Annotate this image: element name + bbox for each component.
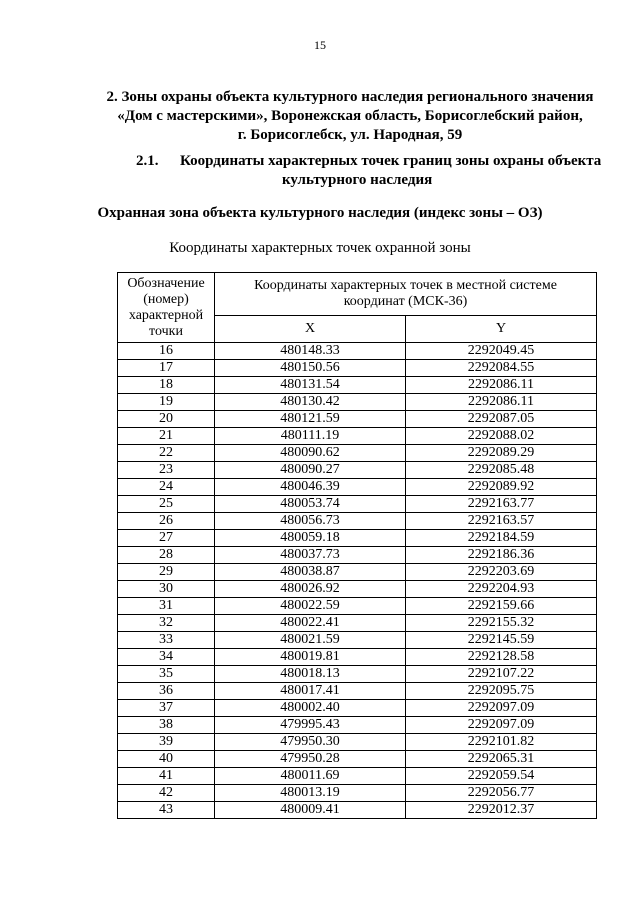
y-coordinate-cell: 2292097.09 [406,717,597,734]
y-coordinate-cell: 2292097.09 [406,700,597,717]
x-coordinate-cell: 480026.92 [215,581,406,598]
point-number-cell: 42 [118,785,215,802]
subsection-title-line-2: культурного наследия [282,172,433,188]
point-number-cell: 30 [118,581,215,598]
x-coordinate-cell: 480046.39 [215,479,406,496]
x-coordinate-cell: 480090.27 [215,462,406,479]
y-column-header: Y [406,316,597,343]
x-coordinate-cell: 480059.18 [215,530,406,547]
table-row [118,428,597,445]
table-row [118,496,597,513]
point-number-cell: 23 [118,462,215,479]
point-number-cell: 35 [118,666,215,683]
y-coordinate-cell: 2292065.31 [406,751,597,768]
header-line: Обозначение [127,276,205,291]
table-row [118,462,597,479]
point-number-cell: 17 [118,360,215,377]
y-coordinate-cell: 2292088.02 [406,428,597,445]
point-number-cell: 39 [118,734,215,751]
y-coordinate-cell: 2292085.48 [406,462,597,479]
table-row [118,785,597,802]
point-number-cell: 34 [118,649,215,666]
y-coordinate-cell: 2292155.32 [406,615,597,632]
y-coordinate-cell: 2292145.59 [406,632,597,649]
point-number-cell: 33 [118,632,215,649]
y-coordinate-cell: 2292012.37 [406,802,597,819]
point-number-cell: 37 [118,700,215,717]
table-row [118,394,597,411]
x-coordinate-cell: 480130.42 [215,394,406,411]
y-coordinate-cell: 2292101.82 [406,734,597,751]
y-coordinate-cell: 2292087.05 [406,411,597,428]
header-line: (номер) [143,292,189,307]
table-caption: Координаты характерных точек охранной зоны [169,240,471,256]
x-coordinate-cell: 479950.30 [215,734,406,751]
x-column-header: X [215,316,406,343]
x-coordinate-cell: 480037.73 [215,547,406,564]
y-coordinate-cell: 2292186.36 [406,547,597,564]
point-number-cell: 40 [118,751,215,768]
x-coordinate-cell: 479995.43 [215,717,406,734]
section-heading-line: г. Борисоглебск, ул. Народная, 59 [237,127,463,143]
table-row [118,683,597,700]
point-number-cell: 28 [118,547,215,564]
point-number-cell: 20 [118,411,215,428]
y-coordinate-cell: 2292203.69 [406,564,597,581]
y-coordinate-cell: 2292059.54 [406,768,597,785]
table-row [118,479,597,496]
table-row [118,445,597,462]
y-coordinate-cell: 2292089.92 [406,479,597,496]
header-line: Координаты характерных точек в местной системе [254,278,557,293]
point-number-header [118,273,215,343]
y-coordinate-cell: 2292107.22 [406,666,597,683]
y-coordinate-cell: 2292204.93 [406,581,597,598]
y-coordinate-cell: 2292159.66 [406,598,597,615]
point-number-cell: 22 [118,445,215,462]
point-number-cell: 29 [118,564,215,581]
section-heading-line: 2. Зоны охраны объекта культурного наследия регионального значения [106,89,594,105]
point-number-cell: 25 [118,496,215,513]
x-coordinate-cell: 480009.41 [215,802,406,819]
header-line: характерной [128,308,204,323]
point-number-cell: 41 [118,768,215,785]
table-row [118,632,597,649]
x-coordinate-cell: 479950.28 [215,751,406,768]
table-row [118,581,597,598]
section-heading-line: «Дом с мастерскими», Воронежская область, Борисоглебский район, [117,108,583,124]
coordinates-table [117,272,597,819]
table-row [118,564,597,581]
x-coordinate-cell: 480038.87 [215,564,406,581]
subsection-number: 2.1. [136,153,159,169]
y-coordinate-cell: 2292163.77 [406,496,597,513]
table-row [118,802,597,819]
table-row [118,530,597,547]
section-heading-2 [90,88,610,145]
x-coordinate-cell: 480150.56 [215,360,406,377]
y-coordinate-cell: 2292056.77 [406,785,597,802]
table-row [118,343,597,360]
point-number-cell: 32 [118,615,215,632]
y-coordinate-cell: 2292049.45 [406,343,597,360]
table-row [118,547,597,564]
y-coordinate-cell: 2292086.11 [406,394,597,411]
y-coordinate-cell: 2292089.29 [406,445,597,462]
table-row [118,649,597,666]
y-coordinate-cell: 2292184.59 [406,530,597,547]
point-number-cell: 16 [118,343,215,360]
table-row [118,377,597,394]
x-coordinate-cell: 480022.59 [215,598,406,615]
table-row [118,734,597,751]
x-coordinate-cell: 480053.74 [215,496,406,513]
y-coordinate-cell: 2292084.55 [406,360,597,377]
point-number-cell: 43 [118,802,215,819]
point-number-cell: 36 [118,683,215,700]
x-coordinate-cell: 480111.19 [215,428,406,445]
header-line: точки [149,324,183,339]
y-coordinate-cell: 2292086.11 [406,377,597,394]
x-coordinate-cell: 480019.81 [215,649,406,666]
x-coordinate-cell: 480056.73 [215,513,406,530]
x-coordinate-cell: 480018.13 [215,666,406,683]
x-coordinate-cell: 480021.59 [215,632,406,649]
point-number-cell: 19 [118,394,215,411]
point-number-cell: 38 [118,717,215,734]
x-coordinate-cell: 480148.33 [215,343,406,360]
point-number-cell: 27 [118,530,215,547]
table-row [118,360,597,377]
table-row [118,411,597,428]
header-line: координат (МСК-36) [343,294,468,309]
table-row [118,666,597,683]
x-coordinate-cell: 480022.41 [215,615,406,632]
zone-title: Охранная зона объекта культурного наследия (индекс зоны – ОЗ) [97,205,543,221]
point-number-cell: 18 [118,377,215,394]
page-number: 15 [314,38,326,52]
table-row [118,768,597,785]
table-row [118,700,597,717]
x-coordinate-cell: 480131.54 [215,377,406,394]
coordinates-header [215,273,597,316]
table-row [118,513,597,530]
x-coordinate-cell: 480121.59 [215,411,406,428]
y-coordinate-cell: 2292128.58 [406,649,597,666]
x-coordinate-cell: 480011.69 [215,768,406,785]
y-coordinate-cell: 2292163.57 [406,513,597,530]
table-row [118,717,597,734]
y-coordinate-cell: 2292095.75 [406,683,597,700]
point-number-cell: 24 [118,479,215,496]
table-row [118,615,597,632]
x-coordinate-cell: 480090.62 [215,445,406,462]
point-number-cell: 31 [118,598,215,615]
point-number-cell: 21 [118,428,215,445]
point-number-cell: 26 [118,513,215,530]
table-row [118,751,597,768]
x-coordinate-cell: 480017.41 [215,683,406,700]
subsection-title-line-1: Координаты характерных точек границ зоны охраны объекта [180,153,602,169]
table-row [118,598,597,615]
x-coordinate-cell: 480002.40 [215,700,406,717]
x-coordinate-cell: 480013.19 [215,785,406,802]
table-header-row [118,273,597,316]
